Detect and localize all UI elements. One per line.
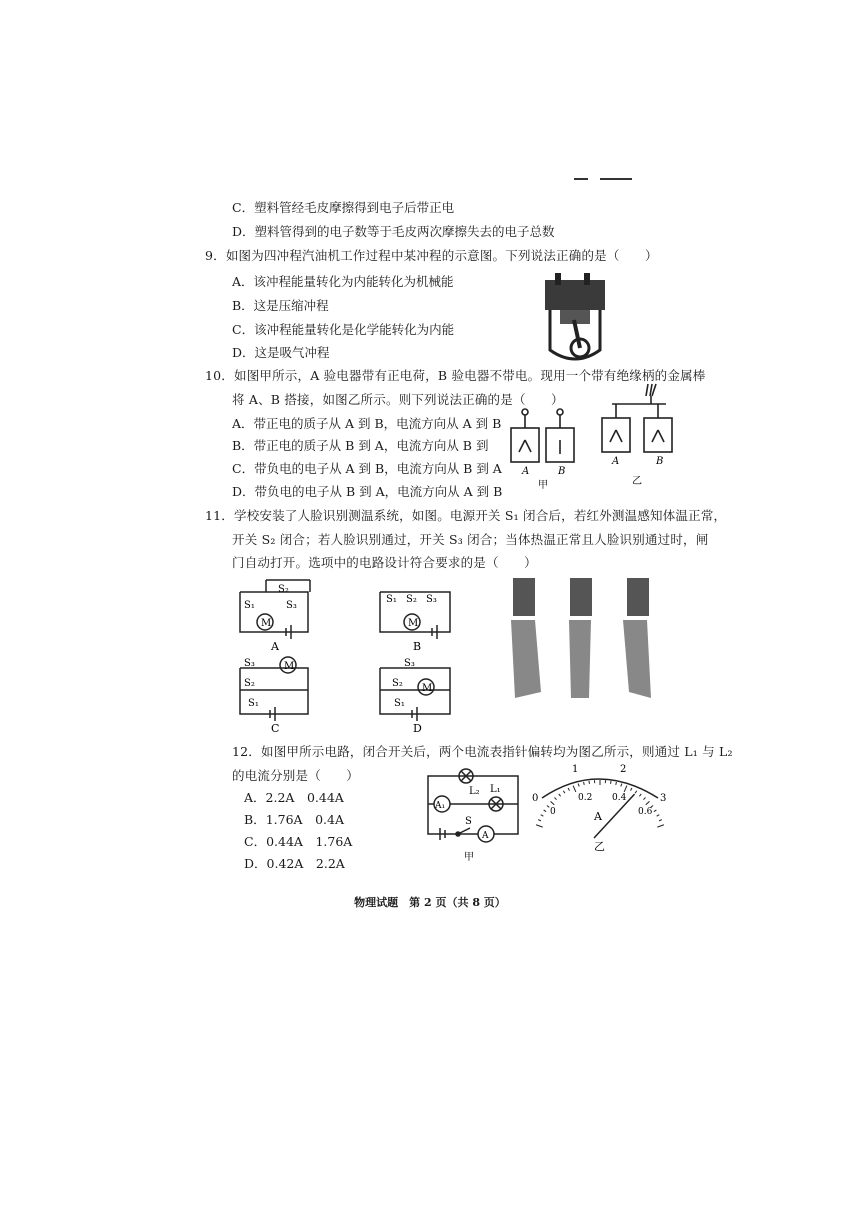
meter-tick <box>624 786 627 792</box>
lamp-l2-label: L₂ <box>469 786 480 797</box>
q12-option-c <box>244 832 352 850</box>
switch-s1-b: S₁ <box>386 594 397 605</box>
motor-label-a: M <box>261 618 272 629</box>
q10-option-a: A．带正电的质子从 A 到 B，电流方向从 A 到 B <box>232 416 502 431</box>
meter-tick <box>584 782 585 785</box>
q12-option-a-letter: A． <box>244 790 266 805</box>
q10-option-b: B．带正电的质子从 B 到 A，电流方向从 B 到 <box>232 438 489 453</box>
meter-tick <box>646 801 650 804</box>
q10-stem-line1: 10．如图甲所示，A 验电器带有正电荷，B 验电器不带电。现用一个带有绝缘柄的金属棒 <box>205 368 706 383</box>
q9-option-c: C．该冲程能量转化是化学能转化为内能 <box>232 322 455 337</box>
q12-option-a <box>244 788 344 806</box>
meter-tick <box>568 788 569 791</box>
q11-stem-line3: 门自动打开。选项中的电路设计符合要求的是（ ） <box>232 555 537 570</box>
q12-stem-line1: 12．如图甲所示电路，闭合开关后，两个电流表指针偏转均为图乙所示，则通过 L₁ 与 L₂ <box>232 744 733 759</box>
engine-figure <box>540 270 610 370</box>
q9-option-a: A．该冲程能量转化为内能转化为机械能 <box>232 274 454 289</box>
circuit-label-d: D <box>413 722 422 735</box>
scale-inner-2: 0.4 <box>612 793 627 803</box>
switch-s3-b: S₃ <box>426 594 437 605</box>
meter-tick <box>639 794 641 796</box>
q11-stem-line2: 开关 S₂ 闭合；若人脸识别通过，开关 S₃ 闭合；当体热温正常且人脸识别通过时，闸 <box>232 532 709 547</box>
circuit-label-b: B <box>413 640 422 653</box>
meter-unit-label: A <box>594 810 602 823</box>
meter-tick <box>643 797 645 799</box>
q12-option-b-letter: B． <box>244 812 266 827</box>
electroscope-b-label-2: B <box>656 456 664 467</box>
switch-s-label: S <box>465 816 472 827</box>
face-recognition-gate-photo <box>505 574 655 704</box>
q12-stem-line2: 的电流分别是（ ） <box>232 768 360 783</box>
q9-stem: 9．如图为四冲程汽油机工作过程中某冲程的示意图。下列说法正确的是（ ） <box>205 248 658 263</box>
meter-tick <box>573 786 576 792</box>
meter-tick <box>554 797 556 799</box>
q10-option-c: C．带负电的电子从 A 到 B，电流方向从 B 到 A <box>232 461 502 476</box>
q12-option-c-letter: C． <box>244 834 267 849</box>
motor-label-b: M <box>408 618 419 629</box>
meter-tick <box>621 784 622 787</box>
q12-option-a-v2: 0.44A <box>306 790 344 805</box>
electroscope-figure <box>498 378 710 490</box>
electroscope-a-label-2: A <box>612 456 620 467</box>
meter-tick <box>541 815 544 816</box>
switch-s1-c: S₁ <box>248 698 259 709</box>
q11-stem-line1: 11．学校安装了人脸识别测温系统，如图。电源开关 S₁ 闭合后，若红外测温感知体温正常， <box>205 508 727 523</box>
scale-inner-1: 0.2 <box>578 793 593 803</box>
q12-option-d-v1: 0.42A <box>266 856 304 871</box>
q12-option-c-v1: 0.44A <box>266 834 303 849</box>
scale-inner-0: 0 <box>550 807 556 817</box>
meter-tick <box>536 825 543 827</box>
meter-tick <box>657 825 664 827</box>
q12-option-b-v2: 0.4A <box>315 812 344 827</box>
switch-s3-a: S₃ <box>286 600 297 611</box>
q8-option-d: D．塑料管得到的电子数等于毛皮两次摩擦失去的电子总数 <box>232 224 555 239</box>
meter-tick <box>635 791 637 794</box>
meter-tick <box>616 782 617 785</box>
switch-s2-a: S₂ <box>278 584 289 595</box>
q9-option-b: B．这是压缩冲程 <box>232 298 329 313</box>
motor-label-c: M <box>284 661 295 672</box>
ammeter-dial-yi <box>528 756 668 866</box>
q12-circuit-jia <box>418 762 528 866</box>
scan-mark <box>600 178 632 180</box>
switch-s2-c: S₂ <box>244 678 255 689</box>
q10-stem-line2: 将 A、B 搭接，如图乙所示。则下列说法正确的是（ ） <box>232 392 564 407</box>
meter-tick <box>631 788 632 791</box>
ammeter-a-label: A <box>482 831 489 841</box>
electroscope-a-label: A <box>522 466 530 477</box>
meter-tick <box>578 784 579 787</box>
scale-outer-0: 0 <box>532 793 539 804</box>
scale-outer-2: 2 <box>620 764 627 775</box>
scan-mark <box>574 178 588 180</box>
switch-s2-d: S₂ <box>392 678 403 689</box>
switch-s1-d: S₁ <box>394 698 405 709</box>
q11-circuit-options <box>230 570 470 740</box>
q8-option-c: C．塑料管经毛皮摩擦得到电子后带正电 <box>232 200 455 215</box>
meter-tick <box>563 791 565 794</box>
figure-jia-caption-q12: 甲 <box>464 852 474 863</box>
meter-tick <box>547 806 549 808</box>
switch-s2-b: S₂ <box>406 594 417 605</box>
figure-jia-caption: 甲 <box>538 480 548 490</box>
q12-option-d-v2: 2.2A <box>315 856 345 871</box>
ammeter-a1-label: A₁ <box>435 801 446 811</box>
meter-tick <box>657 815 660 816</box>
lamp-l1-label: L₁ <box>490 784 501 795</box>
q12-option-c-v2: 1.76A <box>315 834 353 849</box>
figure-yi-caption: 乙 <box>632 476 642 487</box>
scale-outer-3: 3 <box>660 793 667 804</box>
figure-yi-caption-q12: 乙 <box>594 840 605 853</box>
meter-tick <box>551 801 555 804</box>
motor-label-d: M <box>422 683 433 694</box>
meter-tick <box>544 810 546 812</box>
q12-option-b <box>244 810 344 828</box>
scale-inner-3: 0.6 <box>638 807 653 817</box>
meter-tick <box>538 820 541 821</box>
electroscope-b-label: B <box>558 466 566 477</box>
q12-option-b-v1: 1.76A <box>265 812 303 827</box>
q12-option-d-letter: D． <box>244 856 267 871</box>
meter-tick <box>559 794 561 796</box>
page-footer: 物理试题 第 2 页（共 8 页） <box>354 896 506 909</box>
scale-outer-1: 1 <box>572 764 579 775</box>
q12-option-a-v1: 2.2A <box>265 790 295 805</box>
q10-option-d: D．带负电的电子从 B 到 A，电流方向从 A 到 B <box>232 484 503 499</box>
circuit-label-c: C <box>271 722 280 735</box>
switch-s3-d: S₃ <box>404 658 415 669</box>
q9-option-d: D．这是吸气冲程 <box>232 345 330 360</box>
circuit-label-a: A <box>271 640 279 653</box>
meter-tick <box>654 810 656 812</box>
switch-s3-c: S₃ <box>244 658 255 669</box>
switch-s1-a: S₁ <box>244 600 255 611</box>
meter-tick <box>659 820 662 821</box>
q12-option-d <box>244 854 345 872</box>
